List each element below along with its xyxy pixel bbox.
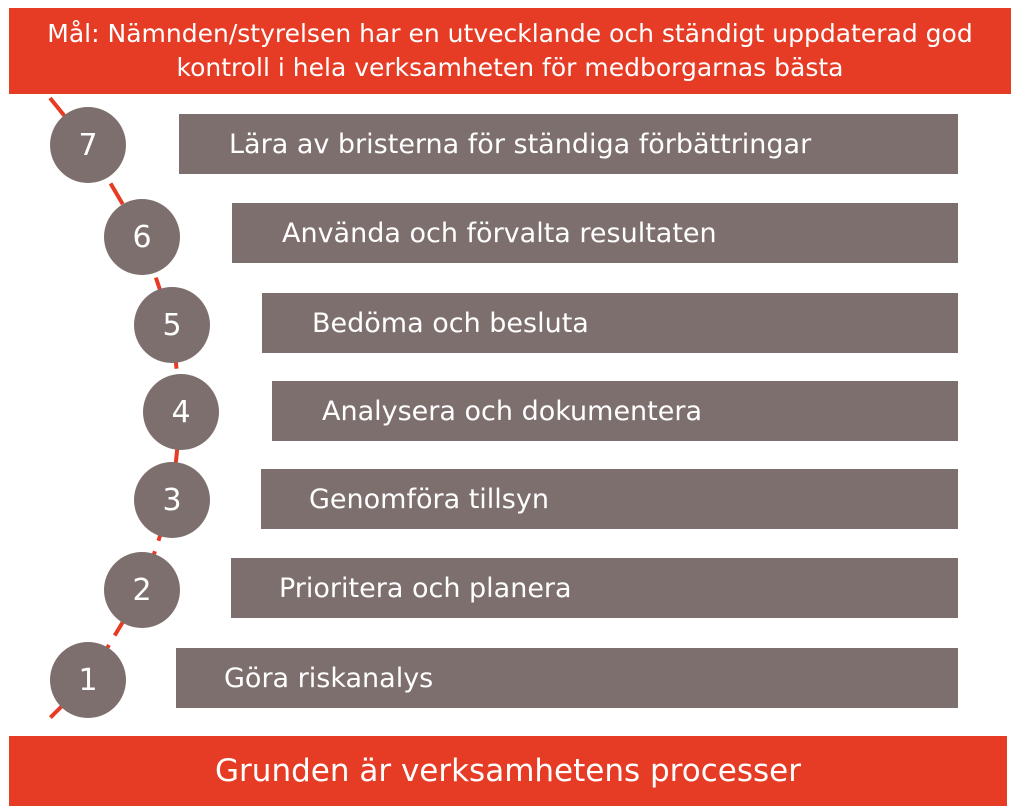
step-number-2: 2 — [132, 572, 152, 608]
step-label-7: Lära av bristerna för ständiga förbättringar — [229, 128, 812, 160]
step-circle-4 — [143, 374, 219, 450]
step-label-6: Använda och förvalta resultaten — [282, 217, 717, 249]
step-label-2: Prioritera och planera — [279, 572, 572, 604]
step-circle-3 — [134, 462, 210, 538]
step-label-1: Göra riskanalys — [224, 662, 434, 694]
step-circle-6 — [104, 199, 180, 275]
step-bar-4 — [272, 381, 958, 441]
step-bar-3 — [261, 469, 958, 529]
step-bar-2 — [231, 558, 958, 618]
goal-text: Mål: Nämnden/styrelsen har en utvecklande och ständigt uppdaterad god kontroll i hela verksamheten för medborgarnas bästa — [47, 19, 973, 82]
step-number-5: 5 — [162, 307, 182, 343]
step-bar-7 — [179, 114, 958, 174]
step-circle-7 — [50, 107, 126, 183]
step-label-4: Analysera och dokumentera — [322, 395, 703, 427]
step-number-3: 3 — [162, 482, 182, 518]
step-bar-5 — [262, 293, 958, 353]
foundation-banner — [9, 736, 1007, 806]
step-bar-1 — [176, 648, 958, 708]
step-number-4: 4 — [171, 394, 191, 430]
step-circle-5 — [134, 287, 210, 363]
step-number-7: 7 — [78, 127, 98, 163]
step-number-6: 6 — [132, 219, 152, 255]
step-label-5: Bedöma och besluta — [312, 307, 589, 339]
step-bar-6 — [232, 203, 958, 263]
step-label-3: Genomföra tillsyn — [309, 483, 549, 515]
foundation-text: Grunden är verksamhetens processer — [215, 753, 801, 789]
step-number-1: 1 — [78, 662, 98, 698]
step-circle-2 — [104, 552, 180, 628]
step-circle-1 — [50, 642, 126, 718]
